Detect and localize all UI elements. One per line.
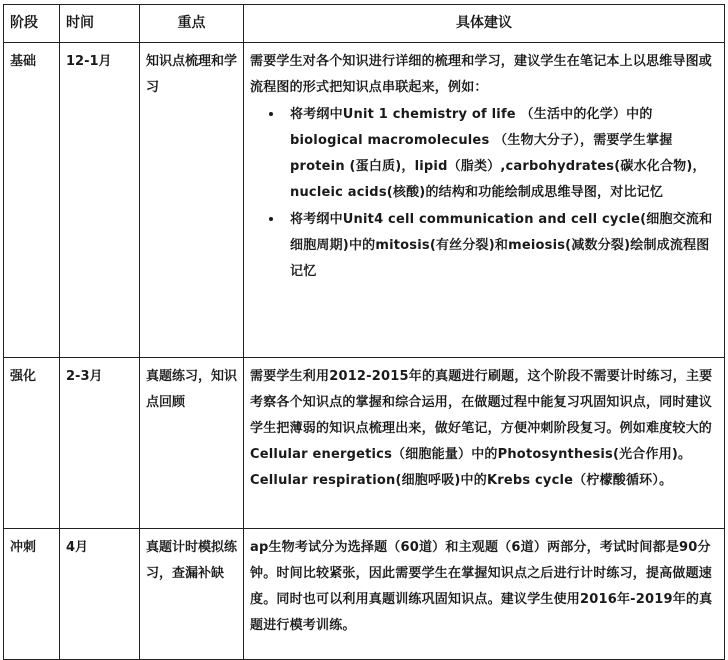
list-item: • 将考纲中Unit4 cell communication and cell cycle(细胞交流和细胞周期)中的mitosis(有丝分裂)和meiosis(减数分裂)绘制成流程图记忆: [284, 206, 719, 285]
focus-cell: 知识点梳理和学习: [140, 43, 244, 358]
advice-intro: 需要学生利用2012-2015年的真题进行刷题，这个阶段不需要计时练习，主要考察各个知识点的掌握和综合运用，在做题过程中能复习巩固知识点，同时建议学生把薄弱的知识点梳理出来，做好笔记，方便冲刺阶段复习。例如难度较大的Cellular energetics（细胞能量）中的Photosynthesis(光合作用)。Cellular respiration(细胞呼吸)中的Krebs cycle（柠檬酸循环）。: [250, 369, 713, 488]
time-cell: 4月: [60, 529, 140, 660]
stage-cell: 强化: [4, 358, 60, 529]
advice-bullet-list: [250, 101, 719, 285]
focus-cell: 真题计时模拟练习，查漏补缺: [140, 529, 244, 660]
time-cell: 12-1月: [60, 43, 140, 358]
header-focus: 重点: [140, 5, 244, 43]
advice-cell: [244, 529, 725, 660]
study-plan-table: [3, 4, 725, 660]
focus-cell: 真题练习，知识点回顾: [140, 358, 244, 529]
advice-intro: ap生物考试分为选择题（60道）和主观题（6道）两部分，考试时间都是90分钟。时间比较紧张，因此需要学生在掌握知识点之后进行计时练习，提高做题速度。同时也可以利用真题训练巩固知识点。建议学生使用2016年-2019年的真题进行模考训练。: [250, 540, 713, 633]
header-stage: 阶段: [4, 5, 60, 43]
table-row: [4, 529, 725, 660]
advice-cell: [244, 358, 725, 529]
time-cell: 2-3月: [60, 358, 140, 529]
stage-cell: 基础: [4, 43, 60, 358]
stage-cell: 冲刺: [4, 529, 60, 660]
table-row: [4, 43, 725, 358]
header-row: [4, 5, 725, 43]
table-row: [4, 358, 725, 529]
header-time: 时间: [60, 5, 140, 43]
header-advice: 具体建议: [244, 5, 725, 43]
advice-intro: 需要学生对各个知识进行详细的梳理和学习，建议学生在笔记本上以思维导图或流程图的形式把知识点串联起来，例如：: [250, 54, 713, 95]
list-item: • 将考纲中Unit 1 chemistry of life （生活中的化学）中的biological macromolecules （生物大分子），需要学生掌握protein (蛋白质)，lipid（脂类）,carbohydrates(碳水化合物)，nucleic acids(核酸)的结构和功能绘制成思维导图，对比记忆: [284, 101, 719, 206]
advice-cell: [244, 43, 725, 358]
